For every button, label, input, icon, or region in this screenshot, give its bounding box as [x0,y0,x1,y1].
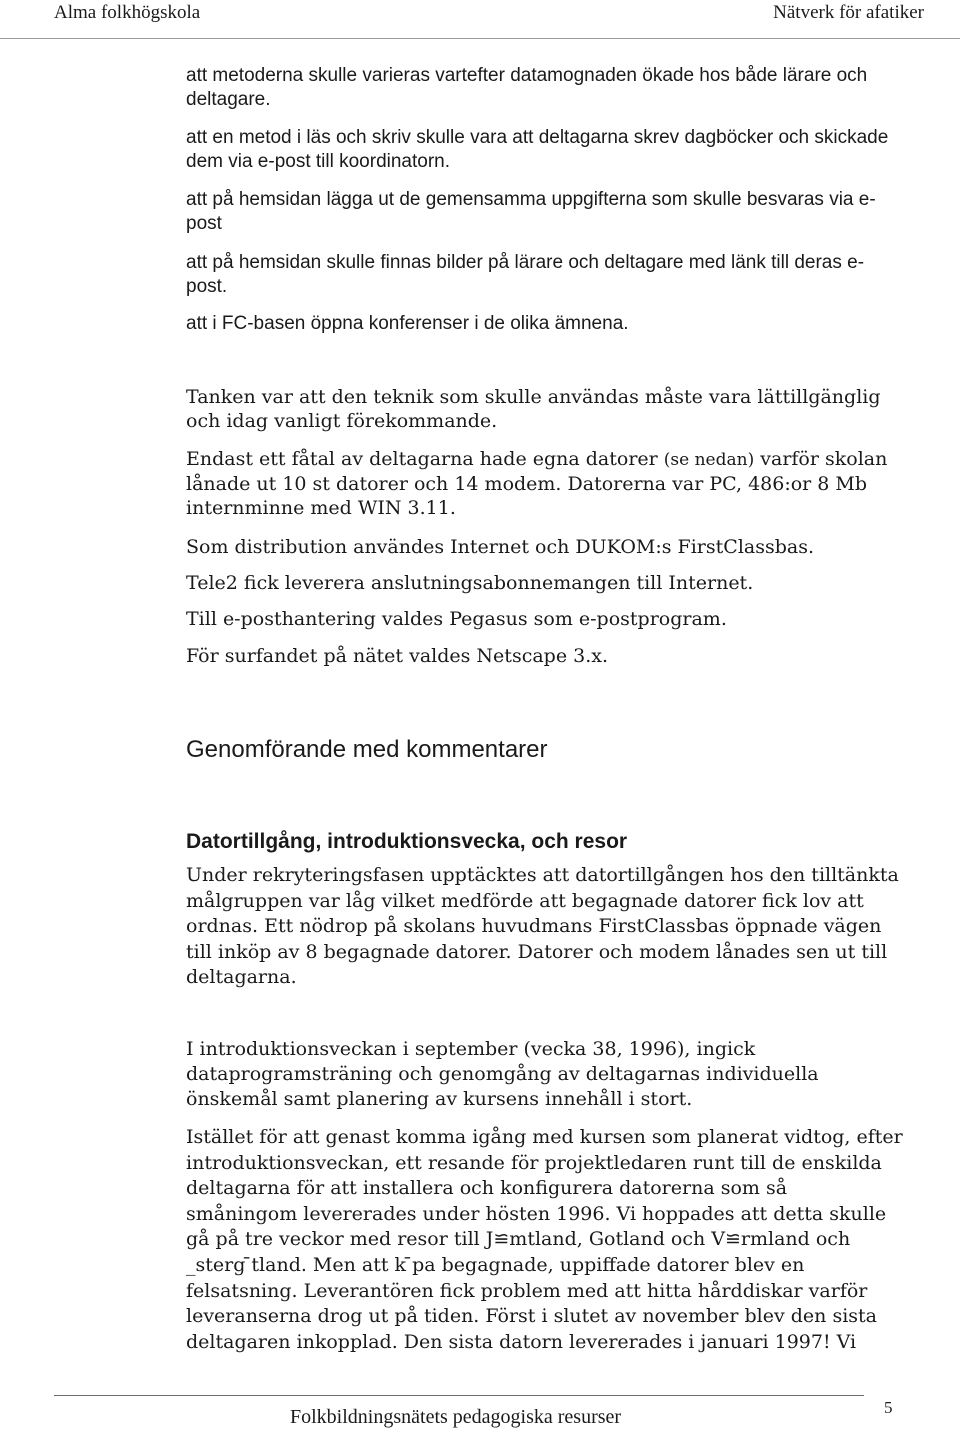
page-number: 5 [884,1398,893,1417]
header-project-name: Nätverk för afatiker [773,2,924,23]
list-item: att på hemsidan skulle finnas bilder på lärare och deltagare med länk till deras e-post. [186,252,865,297]
paragraph: Tele2 fick leverera anslutningsabonnemangen till Internet. [186,572,754,594]
paragraph-text: Endast ett fåtal av deltagarna hade egna datorer [186,448,664,470]
paragraph-text: varför skolan lånade ut 10 st datorer och 14 modem. Datorerna var PC, 486:or 8 Mb internminne med WIN 3.11. [186,448,888,519]
list-item: att metoderna skulle varieras vartefter datamognaden ökade hos både lärare och deltagare. [186,65,868,110]
paragraph: Under rekryteringsfasen upptäcktes att datortillgången hos den tilltänkta målgruppen var låg vilket medförde att begagnade datorer fick lov att ordnas. Ett nödrop på skolans huvudmans FirstClassbas öppnade vägen till inköp av 8 begagnade datorer. Datorer och modem lånades sen ut till deltagarna. [186,864,899,988]
section-heading: Genomförande med kommentarer [186,736,548,763]
paragraph: För surfandet på nätet valdes Netscape 3.x. [186,645,608,667]
page-header [0,0,960,39]
list-item: att en metod i läs och skriv skulle vara att deltagarna skrev dagböcker och skickade dem via e-post till koordinatorn. [186,127,889,172]
paragraph: Tanken var att den teknik som skulle användas måste vara lättillgänglig och idag vanligt förekommande. [186,386,881,432]
paragraph: I introduktionsveckan i september (vecka 38, 1996), ingick dataprogramsträning och genomgång av deltagarnas individuella önskemål samt planering av kursens innehåll i stort. [186,1038,819,1110]
paragraph-aside: (se nedan) [663,450,755,470]
paragraph: Som distribution användes Internet och DUKOM:s FirstClassbas. [186,536,815,558]
list-item: att på hemsidan lägga ut de gemensamma uppgifterna som skulle besvaras via e-post [186,189,876,234]
footer-text: Folkbildningsnätets pedagogiska resurser [290,1406,622,1428]
list-item: att i FC-basen öppna konferenser i de olika ämnena. [186,313,629,334]
paragraph: Till e-posthantering valdes Pegasus som e-postprogram. [186,608,727,630]
subsection-heading: Datortillgång, introduktionsvecka, och resor [186,830,628,853]
paragraph: Istället för att genast komma igång med kursen som planerat vidtog, efter introduktionsveckan, ett resande för projektledaren runt till de enskilda deltagarna för att installera och konfigurera datorerna som så småningom levererades under hösten 1996. Vi hoppades att detta skulle gå på tre veckor med resor till J≌mtland, Gotland och V≌rmland och _sterg ̄tland. Men att k ̄pa begagnade, uppiffade datorer blev en felsatsning. Leverantören fick problem med att hitta hårddiskar varför leveranserna drog ut på tiden. Först i slutet av november blev den sista deltagaren inkopplad. Den sista datorn levererades i januari 1997! Vi [186,1126,903,1353]
header-school-name: Alma folkhögskola [54,2,201,23]
footer-rule [54,1395,864,1396]
paragraph [186,447,904,520]
